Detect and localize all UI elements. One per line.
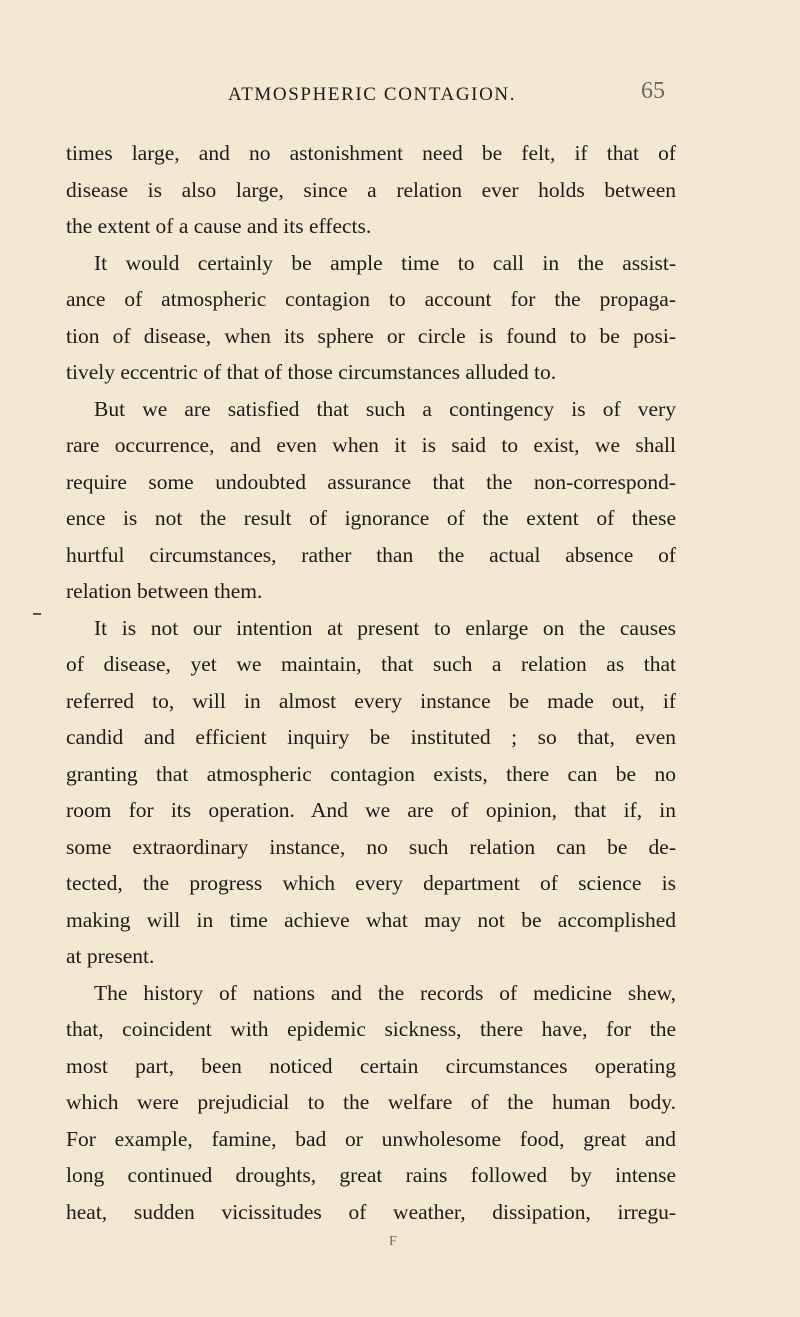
text-line: ance of atmospheric contagion to account for the propaga- [66, 287, 676, 311]
text-line: making will in time achieve what may not be accomplished [66, 907, 676, 932]
text-line: require some undoubted assurance that the non-correspond- [66, 469, 676, 494]
text-line: at present. [66, 944, 155, 968]
text-line: For example, famine, bad or unwholesome food, great and [66, 1126, 676, 1151]
text-line: the extent of a cause and its effects. [66, 214, 372, 238]
text-line: candid and efficient inquiry be instituted ; so that, even [66, 725, 676, 749]
page-header [0, 78, 800, 114]
text-line: some extraordinary instance, no such relation can be de- [66, 834, 676, 859]
text-line: tion of disease, when its sphere or circle is found to be posi- [66, 323, 676, 348]
text-line: which were prejudicial to the welfare of the human body. [66, 1090, 676, 1114]
text-line: relation between them. [66, 579, 263, 603]
text-line: tively eccentric of that of those circumstances alluded to. [66, 360, 557, 384]
text-line: long continued droughts, great rains followed by intense [66, 1163, 676, 1187]
text-line: ence is not the result of ignorance of the extent of these [66, 506, 676, 530]
text-line: that, coincident with epidemic sickness, there have, for the [66, 1017, 676, 1041]
text-line: hurtful circumstances, rather than the actual absence of [66, 542, 676, 567]
signature-mark: F [389, 1234, 397, 1249]
text-line: referred to, will in almost every instance be made out, if [66, 688, 676, 713]
text-line: It is not our intention at present to enlarge on the causes [94, 615, 676, 640]
running-title: ATMOSPHERIC CONTAGION. [228, 84, 517, 105]
page-number: 65 [641, 78, 665, 104]
body-text [66, 135, 676, 1230]
text-line: granting that atmospheric contagion exists, there can be no [66, 761, 676, 786]
text-line: tected, the progress which every department of science is [66, 871, 676, 895]
text-line: of disease, yet we maintain, that such a relation as that [66, 652, 676, 676]
text-line: heat, sudden vicissitudes of weather, dissipation, irregu- [66, 1199, 676, 1224]
text-line: most part, been noticed certain circumstances operating [66, 1053, 676, 1078]
text-line: But we are satisfied that such a contingency is of very [94, 396, 676, 421]
text-line: rare occurrence, and even when it is said to exist, we shall [66, 433, 676, 457]
text-line: It would certainly be ample time to call in the assist- [94, 250, 676, 275]
text-line: The history of nations and the records of medicine shew, [94, 980, 676, 1005]
text-line: times large, and no astonishment need be felt, if that of [66, 141, 676, 165]
text-line: room for its operation. And we are of opinion, that if, in [66, 798, 676, 822]
text-line: disease is also large, since a relation ever holds between [66, 177, 676, 202]
margin-mark [33, 613, 41, 615]
